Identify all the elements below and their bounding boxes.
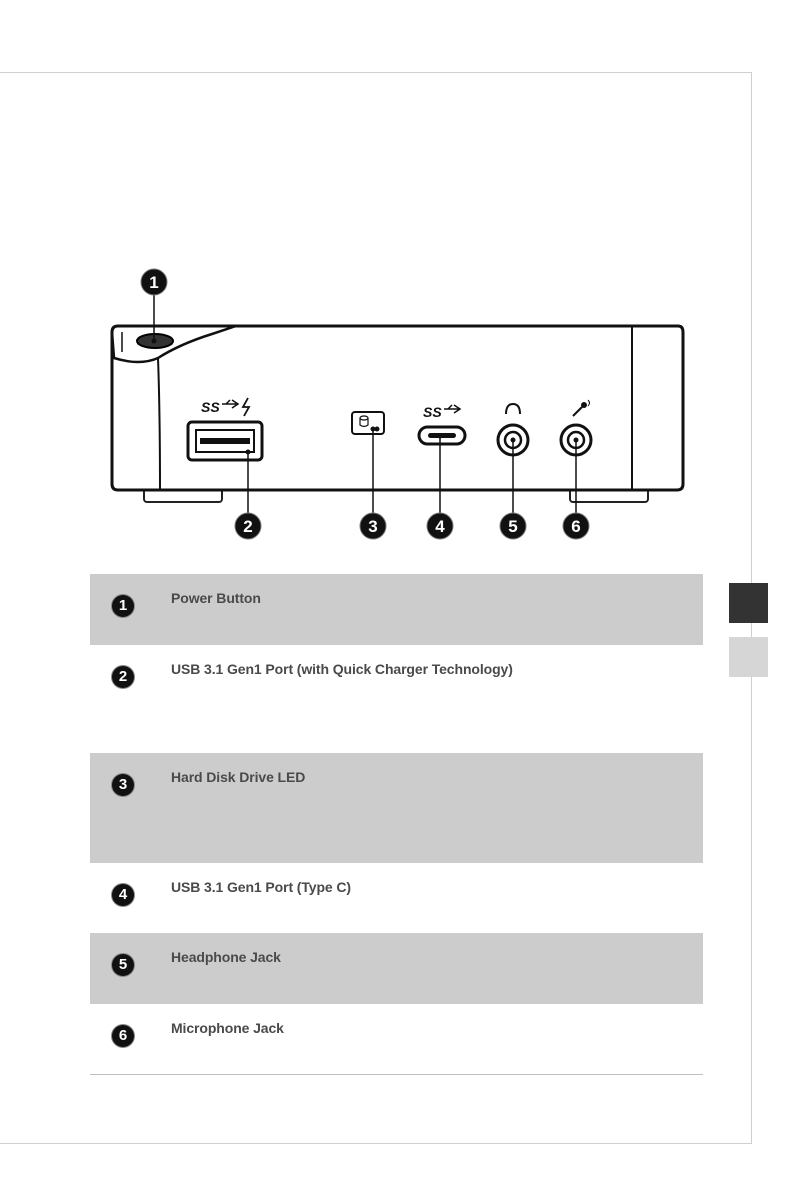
callout-5-number: 5 bbox=[508, 517, 518, 536]
legend-label: Hard Disk Drive LED bbox=[171, 769, 306, 785]
chapter-tab-active bbox=[729, 583, 768, 623]
legend-number-badge: 2 bbox=[112, 666, 134, 688]
legend-number-badge: 5 bbox=[112, 954, 134, 976]
chapter-tab-inactive bbox=[729, 637, 768, 677]
microphone-icon-head bbox=[581, 402, 587, 408]
callout-1 bbox=[141, 269, 167, 295]
legend-label: Power Button bbox=[171, 590, 261, 606]
port-legend-table bbox=[90, 574, 703, 1075]
legend-number-badge: 1 bbox=[112, 595, 134, 617]
legend-number-badge: 4 bbox=[112, 884, 134, 906]
leader-dot-3 bbox=[371, 427, 376, 432]
superspeed-icon: SS bbox=[201, 399, 220, 415]
callout-3-number: 3 bbox=[368, 517, 378, 536]
leader-dot-1 bbox=[152, 339, 157, 344]
leader-dot-6 bbox=[574, 438, 579, 443]
legend-number-badge: 6 bbox=[112, 1025, 134, 1047]
usb-a-port-tongue bbox=[200, 438, 250, 444]
callout-3 bbox=[360, 513, 386, 539]
legend-label: Headphone Jack bbox=[171, 949, 281, 965]
superspeed-icon-usbc: SS bbox=[423, 404, 442, 420]
legend-row bbox=[90, 753, 703, 863]
legend-row bbox=[90, 933, 703, 1004]
legend-row bbox=[90, 1004, 703, 1075]
legend-row bbox=[90, 645, 703, 753]
legend-number-badge: 3 bbox=[112, 774, 134, 796]
page-frame-bottom bbox=[0, 1143, 752, 1144]
legend-label: Microphone Jack bbox=[171, 1020, 284, 1036]
callout-1-number: 1 bbox=[149, 273, 159, 292]
callout-4-number: 4 bbox=[435, 517, 445, 536]
leader-dot-5 bbox=[511, 438, 516, 443]
legend-label: USB 3.1 Gen1 Port (Type C) bbox=[171, 879, 351, 895]
callout-6 bbox=[563, 513, 589, 539]
chassis-body bbox=[112, 326, 683, 490]
legend-row bbox=[90, 574, 703, 645]
callout-2-number: 2 bbox=[243, 517, 253, 536]
leader-dot-2 bbox=[246, 450, 251, 455]
device-front-panel-illustration bbox=[100, 262, 700, 552]
leader-dot-4 bbox=[438, 434, 443, 439]
page-frame-top bbox=[0, 72, 752, 73]
callout-5 bbox=[500, 513, 526, 539]
legend-label: USB 3.1 Gen1 Port (with Quick Charger Technology) bbox=[171, 661, 513, 677]
callout-6-number: 6 bbox=[571, 517, 581, 536]
callout-4 bbox=[427, 513, 453, 539]
legend-row bbox=[90, 863, 703, 933]
callout-2 bbox=[235, 513, 261, 539]
